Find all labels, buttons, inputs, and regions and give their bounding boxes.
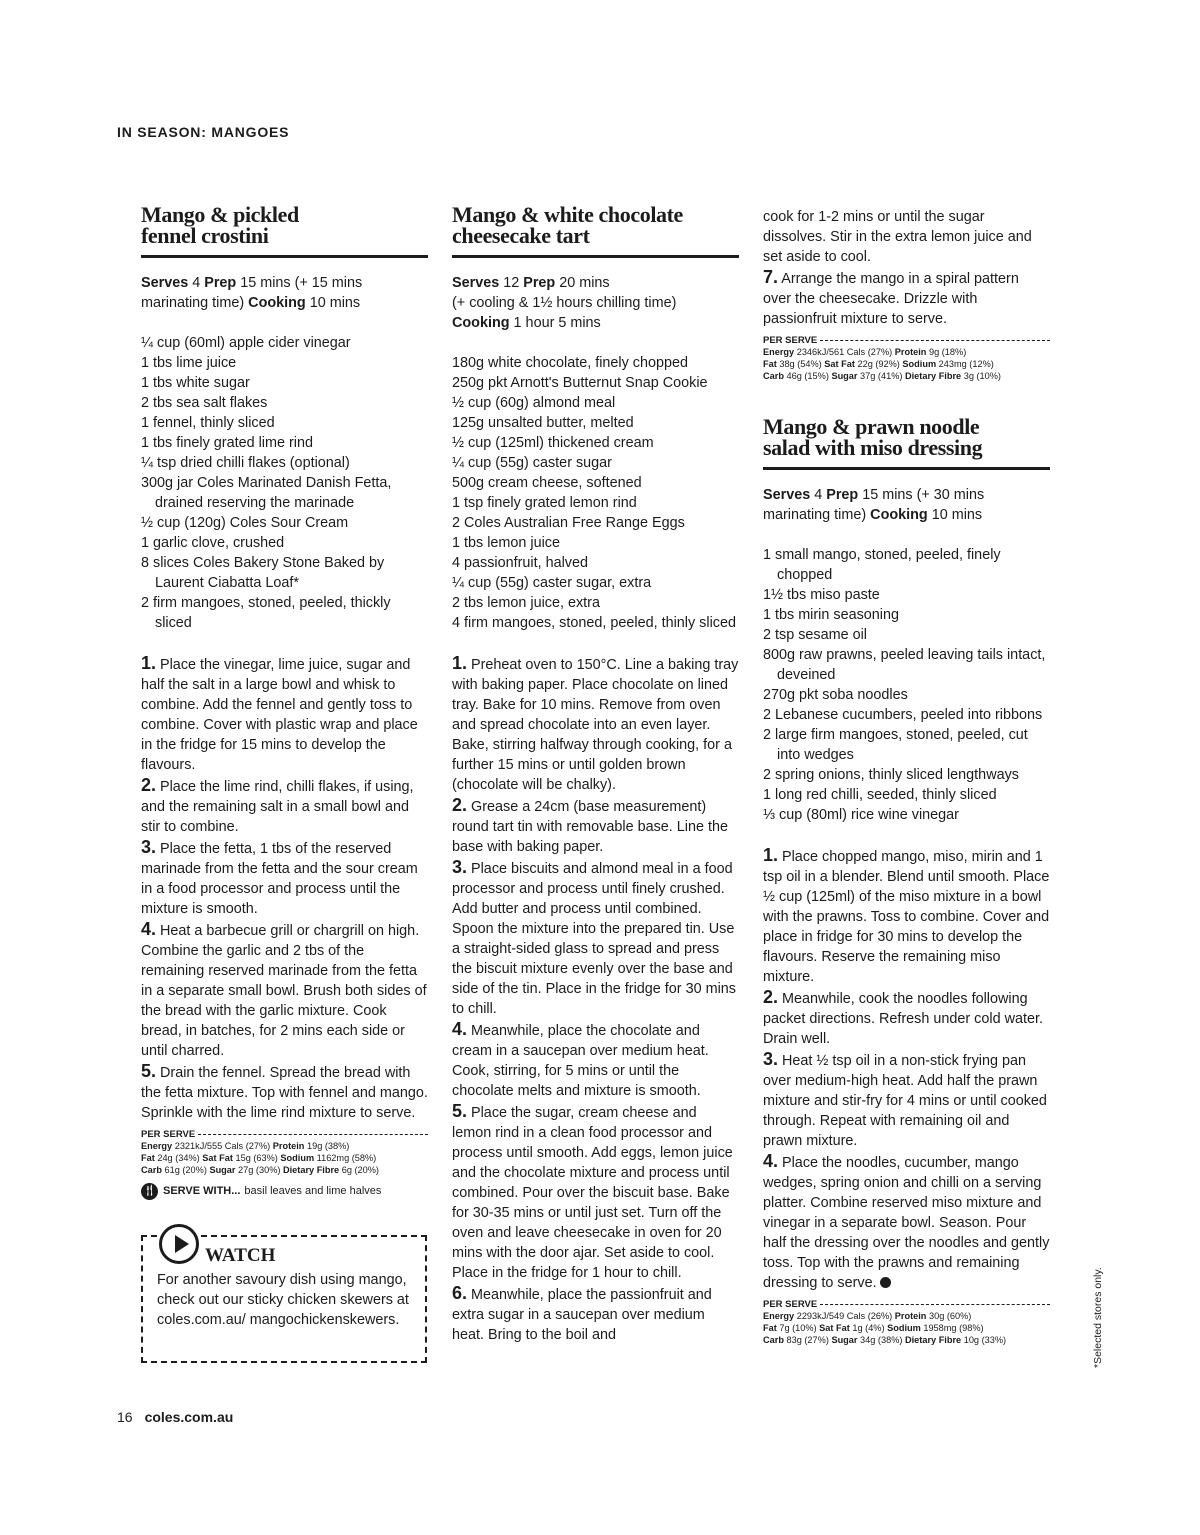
nutrition-line: Carb 83g (27%) Sugar 34g (38%) Dietary Fibre 10g (33%) xyxy=(763,1335,1007,1345)
method-step xyxy=(763,987,1050,1049)
nutrition-line: Fat 24g (34%) Sat Fat 15g (63%) Sodium 1162mg (58%) xyxy=(141,1153,377,1163)
recipe-title: Mango & white chocolate cheesecake tart xyxy=(452,204,739,258)
page-number: 16 xyxy=(117,1409,133,1425)
nutrition-line: Fat 7g (10%) Sat Fat 1g (4%) Sodium 1958mg (98%) xyxy=(763,1323,984,1333)
play-icon[interactable] xyxy=(159,1224,199,1264)
nutrition-line: Carb 61g (20%) Sugar 27g (30%) Dietary Fibre 6g (20%) xyxy=(141,1165,379,1175)
ingredient-item: ¼ cup (60ml) apple cider vinegar xyxy=(141,335,351,351)
ingredient-item: 500g cream cheese, softened xyxy=(452,475,642,491)
ingredient-item: ¼ cup (55g) caster sugar xyxy=(452,455,612,471)
ingredient-item: 2 tbs sea salt flakes xyxy=(141,395,268,411)
step-text: Meanwhile, place the chocolate and cream in a saucepan over medium heat. Cook, stirring, for 5 mins or until the chocolate melts and mixture is smooth. xyxy=(452,1023,709,1099)
ingredient-item: 2 tsp sesame oil xyxy=(763,627,867,643)
ingredient-item: 1 long red chilli, seeded, thinly sliced xyxy=(763,787,997,803)
watch-title: WATCH xyxy=(205,1245,276,1266)
method-step xyxy=(452,1283,739,1345)
ingredient-item: 300g jar Coles Marinated Danish Fetta, drained reserving the marinade xyxy=(141,475,392,511)
section-header: IN SEASON: MANGOES xyxy=(117,124,290,140)
recipe-meta: Serves 4 Prep 15 mins (+ 30 mins marinating time) Cooking 10 mins xyxy=(763,487,985,523)
ingredient-item: 270g pkt soba noodles xyxy=(763,687,908,703)
method-step xyxy=(763,1151,1050,1293)
step-number: 3. xyxy=(452,857,468,877)
step-text: Place the sugar, cream cheese and lemon rind in a clean food processor and process until smooth. Add eggs, lemon juice and the chocolate mixture and process until combined. Pour over the biscuit base. Bake for 30-35 mins or until just set. Turn off the oven and leave cheesecake in oven for 20 mins with the door ajar. Set aside to cool. Place in the fridge for 1 hour to chill. xyxy=(452,1105,733,1281)
selected-stores-note: *Selected stores only. xyxy=(1092,1267,1104,1368)
step-number: 4. xyxy=(141,919,157,939)
step-number: 5. xyxy=(452,1101,468,1121)
ingredient-item: 2 large firm mangoes, stoned, peeled, cut into wedges xyxy=(763,727,1028,763)
step-number: 6. xyxy=(452,1283,468,1303)
continued-step: cook for 1-2 mins or until the sugar dissolves. Stir in the extra lemon juice and set aside to cool. xyxy=(763,209,1032,265)
recipe-column-three xyxy=(763,207,1050,1346)
method-steps xyxy=(452,653,739,1345)
step-text: Place the lime rind, chilli flakes, if using, and the remaining salt in a small bowl and stir to combine. xyxy=(141,779,414,835)
ingredient-item: 4 firm mangoes, stoned, peeled, thinly sliced xyxy=(452,615,736,631)
ingredient-item: 2 firm mangoes, stoned, peeled, thickly sliced xyxy=(141,595,391,631)
nutrition-line: Energy 2346kJ/561 Cals (27%) Protein 9g (18%) xyxy=(763,347,967,357)
recipe-title: Mango & prawn noodle salad with miso dressing xyxy=(763,416,1050,470)
ingredient-item: 250g pkt Arnott's Butternut Snap Cookie xyxy=(452,375,708,391)
step-number: 4. xyxy=(452,1019,468,1039)
step-text: Place the vinegar, lime juice, sugar and half the salt in a large bowl and whisk to combine. Add the fennel and gently toss to combine. Cover with plastic wrap and place in the fridge for 15 mins to develop the flavours. xyxy=(141,657,418,773)
ingredient-item: ½ cup (60g) almond meal xyxy=(452,395,616,411)
step-text: Heat a barbecue grill or chargrill on high. Combine the garlic and 2 tbs of the remaining reserved marinade from the fetta in a separate small bowl. Brush both sides of the bread with the garlic mixture. Cook bread, in batches, for 2 mins each side or until charred. xyxy=(141,923,427,1059)
step-text: Place biscuits and almond meal in a food processor and process until finely crushed. Add butter and process until combined. Spoon the mixture into the prepared tin. Use a straight-sided glass to spread and press the biscuit mixture evenly over the base and side of the tin. Place in the fridge for 30 mins to chill. xyxy=(452,861,736,1017)
serve-with-note: 🍴︎ SERVE WITH... basil leaves and lime halves xyxy=(141,1181,428,1201)
method-step xyxy=(452,795,739,857)
ingredient-item: 1 tsp finely grated lemon rind xyxy=(452,495,637,511)
method-steps xyxy=(141,653,428,1123)
method-step xyxy=(141,919,428,1061)
ingredient-item: ¼ tsp dried chilli flakes (optional) xyxy=(141,455,350,471)
method-step xyxy=(452,653,739,795)
ingredient-item: 800g raw prawns, peeled leaving tails intact, deveined xyxy=(763,647,1046,683)
ingredient-item: 1 fennel, thinly sliced xyxy=(141,415,275,431)
step-text: Place the fetta, 1 tbs of the reserved marinade from the fetta and the sour cream in a food processor and process until the mixture is smooth. xyxy=(141,841,418,917)
ingredient-item: 180g white chocolate, finely chopped xyxy=(452,355,689,371)
ingredient-item: ¼ cup (55g) caster sugar, extra xyxy=(452,575,652,591)
method-step xyxy=(452,1101,739,1283)
ingredient-item: 4 passionfruit, halved xyxy=(452,555,588,571)
step-number: 2. xyxy=(763,987,779,1007)
method-step xyxy=(141,775,428,837)
nutrition-line: Energy 2321kJ/555 Cals (27%) Protein 19g (38%) xyxy=(141,1141,350,1151)
recipe-cheesecake-tart xyxy=(452,204,739,1345)
method-step xyxy=(452,1019,739,1101)
recipe-meta: Serves 12 Prep 20 mins (+ cooling & 1½ hours chilling time) Cooking 1 hour 5 mins xyxy=(452,275,677,331)
step-number: 3. xyxy=(141,837,157,857)
ingredient-item: 1 tbs finely grated lime rind xyxy=(141,435,313,451)
nutrition-line: Energy 2293kJ/549 Cals (26%) Protein 30g (60%) xyxy=(763,1311,972,1321)
method-step xyxy=(141,653,428,775)
method-step xyxy=(763,1049,1050,1151)
ingredient-item: 1 tbs white sugar xyxy=(141,375,250,391)
end-mark-icon xyxy=(880,1277,891,1288)
cutlery-icon: 🍴︎ xyxy=(141,1183,158,1200)
step-text: Drain the fennel. Spread the bread with the fetta mixture. Top with fennel and mango. Sprinkle with the lime rind mixture to serve. xyxy=(141,1065,428,1121)
ingredient-list xyxy=(141,333,428,633)
step-text: Preheat oven to 150°C. Line a baking tray with baking paper. Place chocolate on lined tray. Bake for 10 mins. Remove from oven and spread chocolate into an even layer. Bake, stirring halfway through cooking, for a further 15 mins or until golden brown (chocolate will be chalky). xyxy=(452,657,739,793)
ingredient-item: ½ cup (120g) Coles Sour Cream xyxy=(141,515,349,531)
ingredient-list xyxy=(452,353,739,633)
step-text: Place chopped mango, miso, mirin and 1 tsp oil in a blender. Blend until smooth. Place ½ cup (125ml) of the miso mixture in a bowl with the prawns. Toss to combine. Cover and place in fridge for 30 mins to develop the flavours. Reserve the remaining miso mixture. xyxy=(763,849,1050,985)
nutrition-line: Carb 46g (15%) Sugar 37g (41%) Dietary Fibre 3g (10%) xyxy=(763,371,1001,381)
ingredient-item: 125g unsalted butter, melted xyxy=(452,415,634,431)
step-text: Place the noodles, cucumber, mango wedges, spring onion and chilli on a serving platter. Combine reserved miso mixture and vinegar in a separate bowl. Season. Pour half the dressing over the noodles and gently toss. Top with the prawns and remaining dressing to serve. xyxy=(763,1155,1050,1291)
ingredient-item: 1 garlic clove, crushed xyxy=(141,535,285,551)
recipe-fennel-crostini xyxy=(141,204,428,1201)
watch-box xyxy=(141,1235,427,1363)
ingredient-item: 2 Lebanese cucumbers, peeled into ribbons xyxy=(763,707,1043,723)
ingredient-item: 2 tbs lemon juice, extra xyxy=(452,595,600,611)
step-text: Meanwhile, place the passionfruit and extra sugar in a saucepan over medium heat. Bring to the boil and xyxy=(452,1287,712,1343)
method-step: 7. Arrange the mango in a spiral pattern over the cheesecake. Drizzle with passionfruit mixture to serve. xyxy=(763,267,1019,327)
site-link[interactable]: coles.com.au xyxy=(144,1409,234,1425)
ingredient-item: ½ cup (125ml) thickened cream xyxy=(452,435,654,451)
per-serve-heading: PER SERVE xyxy=(141,1129,428,1140)
step-text: Heat ½ tsp oil in a non-stick frying pan over medium-high heat. Add half the prawn mixture and stir-fry for 4 mins or until cooked through. Repeat with remaining oil and prawn mixture. xyxy=(763,1053,1047,1149)
step-number: 2. xyxy=(452,795,468,815)
per-serve-heading: PER SERVE xyxy=(763,1299,1050,1310)
ingredient-item: 1½ tbs miso paste xyxy=(763,587,880,603)
step-number: 3. xyxy=(763,1049,779,1069)
step-number: 1. xyxy=(452,653,468,673)
method-steps xyxy=(763,845,1050,1293)
per-serve-heading: PER SERVE xyxy=(763,335,1050,346)
recipe-meta: Serves 4 Prep 15 mins (+ 15 mins marinating time) Cooking 10 mins xyxy=(141,275,363,311)
ingredient-list xyxy=(763,545,1050,825)
method-step xyxy=(141,837,428,919)
ingredient-item: ⅓ cup (80ml) rice wine vinegar xyxy=(763,807,959,823)
method-step xyxy=(763,845,1050,987)
step-text: Meanwhile, cook the noodles following packet directions. Refresh under cold water. Drain well. xyxy=(763,991,1043,1047)
nutrition-line: Fat 38g (54%) Sat Fat 22g (92%) Sodium 243mg (12%) xyxy=(763,359,994,369)
method-step xyxy=(141,1061,428,1123)
ingredient-item: 1 small mango, stoned, peeled, finely chopped xyxy=(763,547,1001,583)
ingredient-item: 8 slices Coles Bakery Stone Baked by Laurent Ciabatta Loaf* xyxy=(141,555,385,591)
step-number: 4. xyxy=(763,1151,779,1171)
step-number: 1. xyxy=(763,845,779,865)
ingredient-item: 2 spring onions, thinly sliced lengthways xyxy=(763,767,1019,783)
step-number: 1. xyxy=(141,653,157,673)
step-number: 2. xyxy=(141,775,157,795)
step-text: Grease a 24cm (base measurement) round tart tin with removable base. Line the base with baking paper. xyxy=(452,799,728,855)
method-step xyxy=(452,857,739,1019)
ingredient-item: 1 tbs mirin seasoning xyxy=(763,607,899,623)
ingredient-item: 1 tbs lemon juice xyxy=(452,535,560,551)
page-footer xyxy=(117,1409,233,1425)
ingredient-item: 1 tbs lime juice xyxy=(141,355,237,371)
recipe-title: Mango & pickled fennel crostini xyxy=(141,204,428,258)
step-number: 5. xyxy=(141,1061,157,1081)
watch-text: For another savoury dish using mango, check out our sticky chicken skewers at coles.com.au/ mangochickenskewers. xyxy=(157,1272,409,1328)
ingredient-item: 2 Coles Australian Free Range Eggs xyxy=(452,515,685,531)
